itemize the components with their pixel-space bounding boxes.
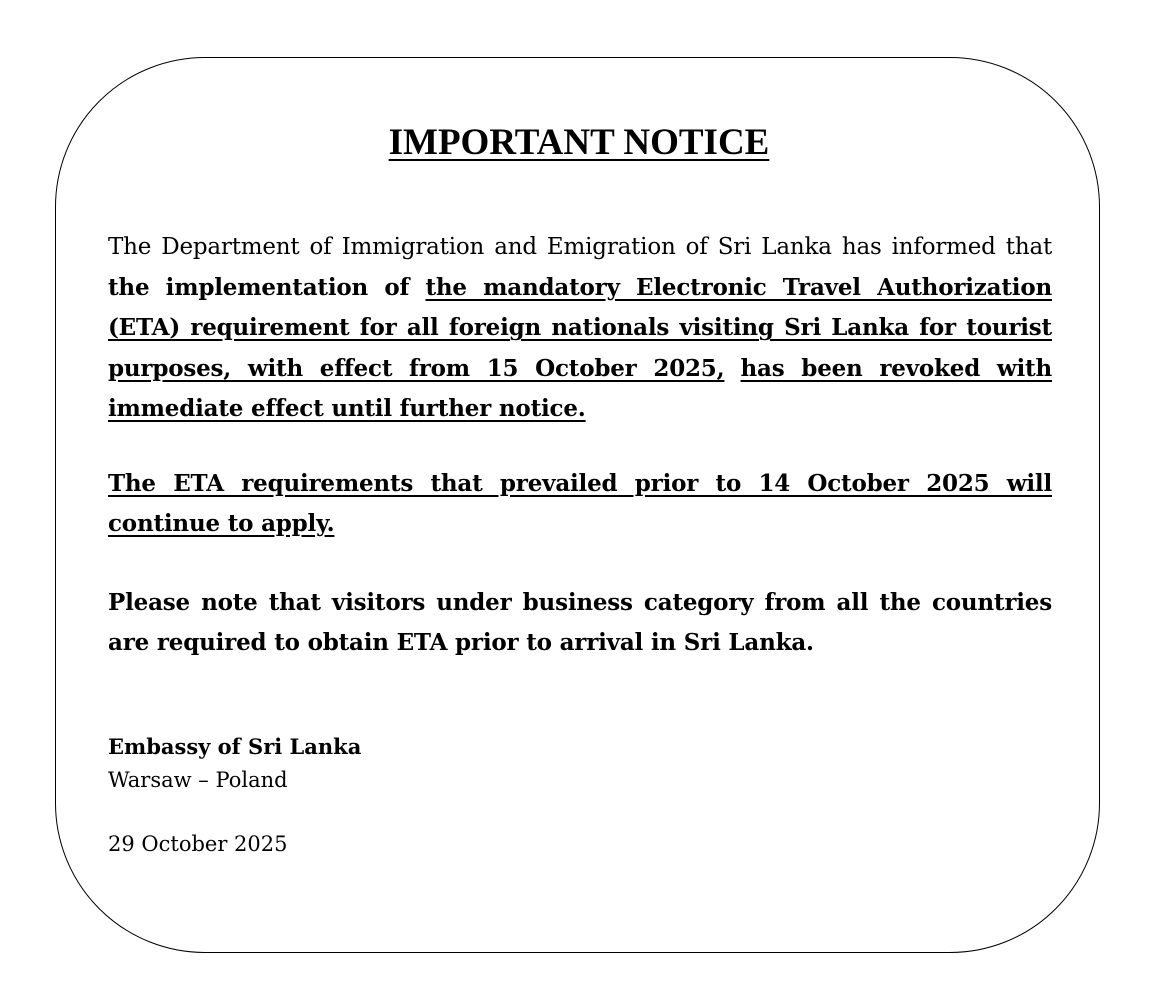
signature-date: 29 October 2025	[108, 832, 288, 856]
notice-paragraph-revocation	[108, 228, 1052, 430]
signature-location: Warsaw – Poland	[108, 768, 288, 792]
revocation-statement: has been revoked with immediate effect until further notice.	[108, 354, 1052, 423]
notice-paragraph-prior-requirements: The ETA requirements that prevailed prior to 14 October 2025 will continue to apply.	[108, 470, 1052, 537]
signature-organization: Embassy of Sri Lanka	[108, 734, 362, 759]
paragraph-bold-lead: the implementation of	[108, 273, 426, 301]
notice-title: IMPORTANT NOTICE	[388, 122, 770, 163]
notice-paragraph-business-visitors: Please note that visitors under business category from all the countries are required to obtain ETA prior to arrival in Sri Lanka.	[108, 589, 1052, 656]
eta-requirement-statement: the mandatory Electronic Travel Authorization (ETA) requirement for all foreign nationals visiting Sri Lanka for tourist purposes, with effect from 15 October 2025,	[108, 273, 1052, 382]
paragraph-intro-text: The Department of Immigration and Emigration of Sri Lanka has informed that	[108, 234, 1052, 260]
